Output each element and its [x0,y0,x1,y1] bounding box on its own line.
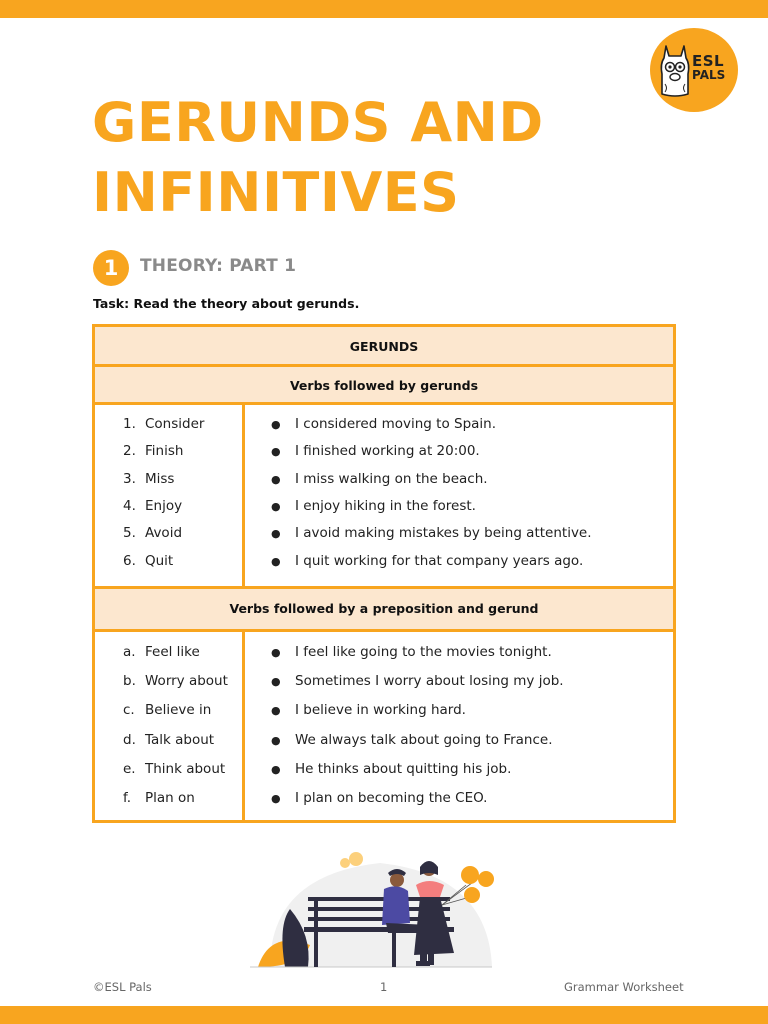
top-accent-bar [0,0,768,18]
list-marker: b. [123,673,136,689]
bullet-icon: ● [271,500,281,513]
verb-item: Talk about [145,732,215,748]
bullet-icon: ● [271,418,281,431]
example-sentence: I believe in working hard. [295,702,466,718]
couple-on-bench-illustration [230,845,510,970]
list-marker: d. [123,732,136,748]
gerunds-table [92,324,676,823]
section-title: THEORY: PART 1 [140,256,297,276]
verb-item: Think about [145,761,226,777]
verb-item: Believe in [145,702,212,718]
logo-text [692,54,725,82]
bullet-icon: ● [271,675,281,688]
list-marker: 2. [123,443,136,459]
bullet-icon: ● [271,792,281,805]
verb-item: Consider [145,416,205,432]
verb-item: Miss [145,471,175,487]
bullet-icon: ● [271,445,281,458]
column-divider [242,405,245,586]
llama-icon [658,42,692,100]
bottom-accent-bar [0,1006,768,1024]
example-sentence: I finished working at 20:00. [295,443,480,459]
list-marker: e. [123,761,136,777]
example-sentence: I feel like going to the movies tonight. [295,644,552,660]
bullet-icon: ● [271,646,281,659]
verb-item: Plan on [145,790,195,806]
bullet-icon: ● [271,763,281,776]
example-sentence: We always talk about going to France. [295,732,553,748]
group1-heading: Verbs followed by gerunds [95,367,673,405]
list-marker: c. [123,702,135,718]
esl-pals-logo [650,28,738,112]
list-marker: 5. [123,525,136,541]
verb-item: Finish [145,443,184,459]
bullet-icon: ● [271,704,281,717]
example-sentence: Sometimes I worry about losing my job. [295,673,564,689]
list-marker: f. [123,790,132,806]
footer-page-number: 1 [380,980,388,994]
example-sentence: I miss walking on the beach. [295,471,488,487]
task-instruction: Task: Read the theory about gerunds. [93,296,360,311]
list-marker: 3. [123,471,136,487]
footer-copyright: ©ESL Pals [93,980,152,994]
logo-esl: ESL [692,52,725,70]
column-divider [242,632,245,823]
verb-item: Quit [145,553,174,569]
verb-item: Enjoy [145,498,183,514]
bullet-icon: ● [271,473,281,486]
page-title: GERUNDS AND INFINITIVES [92,91,544,224]
list-marker: a. [123,644,136,660]
footer-doc-type: Grammar Worksheet [564,980,684,994]
section-number-badge: 1 [93,250,129,286]
example-sentence: I considered moving to Spain. [295,416,497,432]
list-marker: 1. [123,416,136,432]
example-sentence: I plan on becoming the CEO. [295,790,488,806]
bullet-icon: ● [271,527,281,540]
example-sentence: I enjoy hiking in the forest. [295,498,476,514]
logo-pals: PALS [692,68,726,82]
example-sentence: I avoid making mistakes by being attentive. [295,525,592,541]
verb-item: Feel like [145,644,200,660]
verb-item: Worry about [145,673,228,689]
bullet-icon: ● [271,734,281,747]
verb-item: Avoid [145,525,183,541]
example-sentence: He thinks about quitting his job. [295,761,512,777]
table-header: GERUNDS [95,327,673,367]
list-marker: 4. [123,498,136,514]
bullet-icon: ● [271,555,281,568]
example-sentence: I quit working for that company years ago. [295,553,584,569]
list-marker: 6. [123,553,136,569]
group2-heading: Verbs followed by a preposition and gerund [95,586,673,632]
